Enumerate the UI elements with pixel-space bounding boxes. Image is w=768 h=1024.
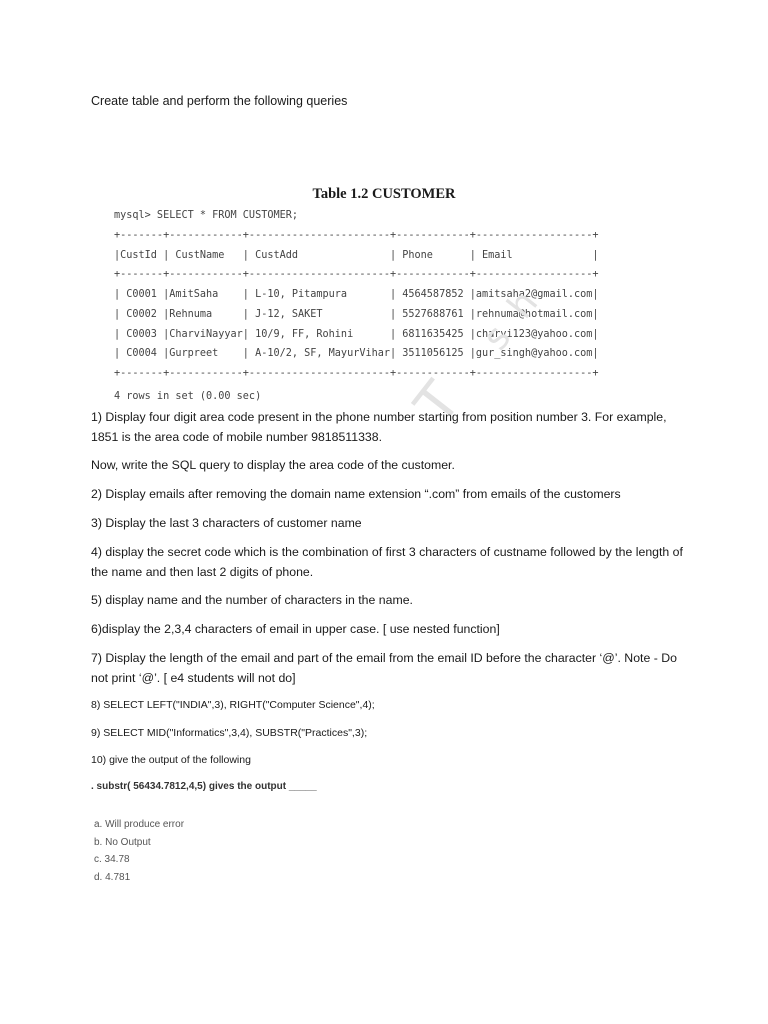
question-6: 6)display the 2,3,4 characters of email in upper case. [ use nested function] [91, 622, 500, 636]
customer-table [114, 226, 599, 384]
option-d: d. 4.781 [94, 871, 131, 883]
table-row: | C0003 |CharviNayyar| 10/9, FF, Rohini | 6811635425 |charvi123@yahoo.com| [114, 328, 599, 340]
question-10: 10) give the output of the following [91, 754, 251, 766]
option-b: b. No Output [94, 836, 151, 848]
question-5: 5) display name and the number of characters in the name. [91, 593, 413, 607]
svg-text:T: T [402, 370, 473, 436]
option-c: c. 34.78 [94, 854, 130, 865]
subquestion: . substr( 56434.7812,4,5) gives the output _____ [91, 781, 317, 792]
svg-text:s: s [475, 317, 520, 358]
options-list [94, 816, 184, 886]
question-2: 2) Display emails after removing the domain name extension “.com” from emails of the customers [91, 487, 621, 501]
question-9: 9) SELECT MID("Informatics",3,4), SUBSTR("Practices",3); [91, 727, 368, 739]
table-border: +-------+------------+-----------------------+------------+-------------------+ [114, 367, 599, 379]
question-3: 3) Display the last 3 characters of customer name [91, 516, 362, 530]
option-a: a. Will produce error [94, 819, 185, 830]
table-border: +-------+------------+-----------------------+------------+-------------------+ [114, 230, 599, 241]
table-border: +-------+------------+-----------------------+------------+-------------------+ [114, 269, 599, 281]
table-row: | C0001 |AmitSaha | L-10, Pitampura | 4564587852 |amitsaha2@gmail.com| [114, 289, 599, 301]
intro-text: Create table and perform the following queries [91, 94, 348, 108]
table-header: |CustId | CustName | CustAdd | Phone | Email | [114, 249, 599, 261]
sql-prompt: mysql> SELECT * FROM CUSTOMER; [114, 210, 299, 221]
svg-text:h: h [499, 283, 547, 327]
question-1b: Now, write the SQL query to display the area code of the customer. [91, 458, 455, 472]
table-row: | C0002 |Rehnuma | J-12, SAKET | 5527688761 |rehnuma@hotmail.com| [114, 308, 599, 320]
table-title: Table 1.2 CUSTOMER [312, 186, 456, 202]
question-1: 1) Display four digit area code present in the phone number starting from position number 3. For example, 1851 is the area code of mobile number 9818511338. [91, 410, 667, 444]
question-7: 7) Display the length of the email and part of the email from the email ID before the character ‘@’. Note - Do not print ‘@’. [ e4 students will not do] [91, 651, 677, 685]
table-row: | C0004 |Gurpreet | A-10/2, SF, MayurVihar| 3511056125 |gur_singh@yahoo.com| [114, 348, 599, 360]
rows-footer: 4 rows in set (0.00 sec) [114, 391, 262, 402]
question-8: 8) SELECT LEFT("INDIA",3), RIGHT("Computer Science",4); [91, 699, 375, 711]
question-4: 4) display the secret code which is the combination of first 3 characters of custname followed by the length of the name and then last 2 digits of phone. [91, 545, 683, 579]
